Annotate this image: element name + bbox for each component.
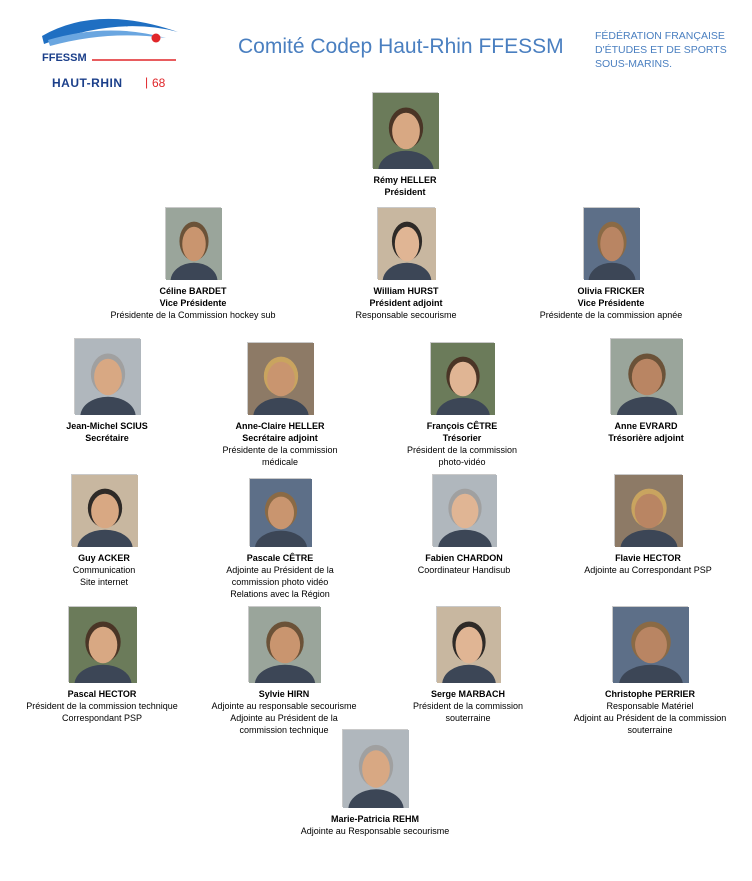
portrait-icon: [615, 475, 683, 547]
member-description: [185, 564, 375, 600]
portrait-icon: [75, 339, 141, 415]
portrait-icon: [611, 339, 683, 415]
member-role: Président adjoint: [369, 298, 443, 308]
member-card: [12, 338, 202, 444]
member-name: Jean-Michel SCIUS: [66, 421, 148, 431]
member-photo: [342, 729, 408, 807]
portrait-icon: [250, 479, 312, 547]
member-photo: [436, 606, 500, 682]
member-description-line: Adjointe au Responsable secourisme: [300, 826, 450, 836]
portrait-icon: [166, 208, 222, 280]
member-card: [311, 207, 501, 321]
member-description-line: Correspondant PSP: [61, 713, 143, 723]
member-role: Président: [384, 187, 426, 197]
member-name: Pascale CÊTRE: [246, 553, 314, 563]
member-card: [310, 92, 500, 198]
page-title: Comité Codep Haut-Rhin FFESSM: [238, 35, 564, 58]
portrait-icon: [248, 343, 314, 415]
member-description-line: Adjointe au Président de la: [230, 713, 338, 723]
member-card: [516, 207, 706, 321]
member-description-line: Responsable Matériel: [606, 701, 694, 711]
member-description: [7, 700, 197, 724]
member-photo: [612, 606, 688, 682]
federation-line: D'ÉTUDES ET DE SPORTS: [595, 44, 727, 56]
member-name: Anne EVRARD: [614, 421, 678, 431]
portrait-icon: [69, 607, 137, 683]
member-photo: [372, 92, 438, 168]
member-photo: [377, 207, 435, 279]
member-description-line: photo-vidéo: [438, 457, 486, 467]
member-name: Serge MARBACH: [430, 689, 505, 699]
member-name: Christophe PERRIER: [604, 689, 695, 699]
member-description-line: Communication: [72, 565, 136, 575]
logo-ffessm-text: FFESSM: [42, 52, 87, 64]
member-photo: [430, 342, 494, 414]
member-photo: [249, 478, 311, 546]
member-description-line: Adjointe au responsable secourisme: [211, 701, 357, 711]
member-description: [185, 444, 375, 468]
member-description-line: souterraine: [445, 713, 491, 723]
member-description-line: commission photo vidéo: [231, 577, 329, 587]
member-photo: [583, 207, 639, 279]
member-name: Sylvie HIRN: [258, 689, 310, 699]
member-name: François CÊTRE: [426, 421, 498, 431]
member-photo: [610, 338, 682, 414]
member-card: [9, 474, 199, 588]
member-name: Pascal HECTOR: [67, 689, 137, 699]
member-photo: [165, 207, 221, 279]
member-role: Secrétaire adjoint: [242, 433, 318, 443]
member-description-line: Adjointe au Correspondant PSP: [584, 565, 712, 575]
member-name: Flavie HECTOR: [615, 553, 681, 563]
member-role: Vice Présidente: [159, 298, 227, 308]
federation-line: SOUS-MARINS.: [595, 58, 673, 70]
member-photo: [614, 474, 682, 546]
portrait-icon: [433, 475, 497, 547]
member-photo: [432, 474, 496, 546]
member-description-line: Présidente de la commission: [222, 445, 338, 455]
member-name: William HURST: [373, 286, 439, 296]
member-name: Guy ACKER: [78, 553, 130, 563]
logo-separator: |: [145, 75, 149, 89]
portrait-icon: [373, 93, 439, 169]
member-description-line: Président de la commission: [406, 445, 518, 455]
member-description-line: Présidente de la Commission hockey sub: [110, 310, 276, 320]
federation-name: [595, 29, 727, 71]
member-name: Olivia FRICKER: [577, 286, 645, 296]
member-description: [98, 309, 288, 321]
member-description: [369, 564, 559, 576]
member-card: [185, 478, 375, 600]
member-description-line: Relations avec la Région: [230, 589, 330, 599]
member-card: [7, 606, 197, 724]
member-photo: [74, 338, 140, 414]
member-card: [185, 342, 375, 468]
member-description-line: Adjointe au Président de la: [226, 565, 334, 575]
portrait-icon: [437, 607, 501, 683]
member-description: [555, 700, 745, 736]
member-photo: [247, 342, 313, 414]
logo-region-text: HAUT-RHIN: [52, 76, 123, 90]
member-card: [189, 606, 379, 736]
member-card: [367, 342, 557, 468]
member-card: [373, 606, 563, 724]
portrait-icon: [249, 607, 321, 683]
member-photo: [68, 606, 136, 682]
member-name: Rémy HELLER: [373, 175, 437, 185]
member-photo: [71, 474, 137, 546]
member-card: [555, 606, 745, 736]
portrait-icon: [613, 607, 689, 683]
member-description-line: Président de la commission: [412, 701, 524, 711]
member-description: [553, 564, 743, 576]
member-description-line: commission technique: [239, 725, 329, 735]
logo-number: 68: [152, 76, 166, 90]
member-role: Trésorière adjoint: [608, 433, 684, 443]
portrait-icon: [378, 208, 436, 280]
member-description-line: médicale: [261, 457, 299, 467]
member-name: Marie-Patricia REHM: [330, 814, 420, 824]
member-description-line: Responsable secourisme: [355, 310, 457, 320]
portrait-icon: [72, 475, 138, 547]
member-name: Anne-Claire HELLER: [235, 421, 325, 431]
member-role: Trésorier: [442, 433, 482, 443]
member-description-line: Adjoint au Président de la commission: [573, 713, 727, 723]
member-description: [516, 309, 706, 321]
member-name: Fabien CHARDON: [425, 553, 503, 563]
member-card: [551, 338, 741, 444]
member-description: [9, 564, 199, 588]
member-description: [280, 825, 470, 837]
member-role: Vice Présidente: [577, 298, 645, 308]
member-description-line: souterraine: [627, 725, 673, 735]
member-description: [367, 444, 557, 468]
portrait-icon: [431, 343, 495, 415]
portrait-icon: [343, 730, 409, 808]
member-card: [98, 207, 288, 321]
member-description: [373, 700, 563, 724]
member-photo: [248, 606, 320, 682]
ffessm-logo: [38, 8, 188, 92]
member-description: [311, 309, 501, 321]
member-card: [280, 729, 470, 837]
member-role: Secrétaire: [85, 433, 129, 443]
member-card: [369, 474, 559, 576]
member-name: Céline BARDET: [159, 286, 227, 296]
portrait-icon: [584, 208, 640, 280]
member-description-line: Président de la commission technique: [26, 701, 178, 711]
member-card: [553, 474, 743, 576]
federation-line: FÉDÉRATION FRANÇAISE: [595, 30, 725, 42]
member-description-line: Coordinateur Handisub: [417, 565, 511, 575]
member-description-line: Présidente de la commission apnée: [539, 310, 683, 320]
member-description-line: Site internet: [79, 577, 129, 587]
